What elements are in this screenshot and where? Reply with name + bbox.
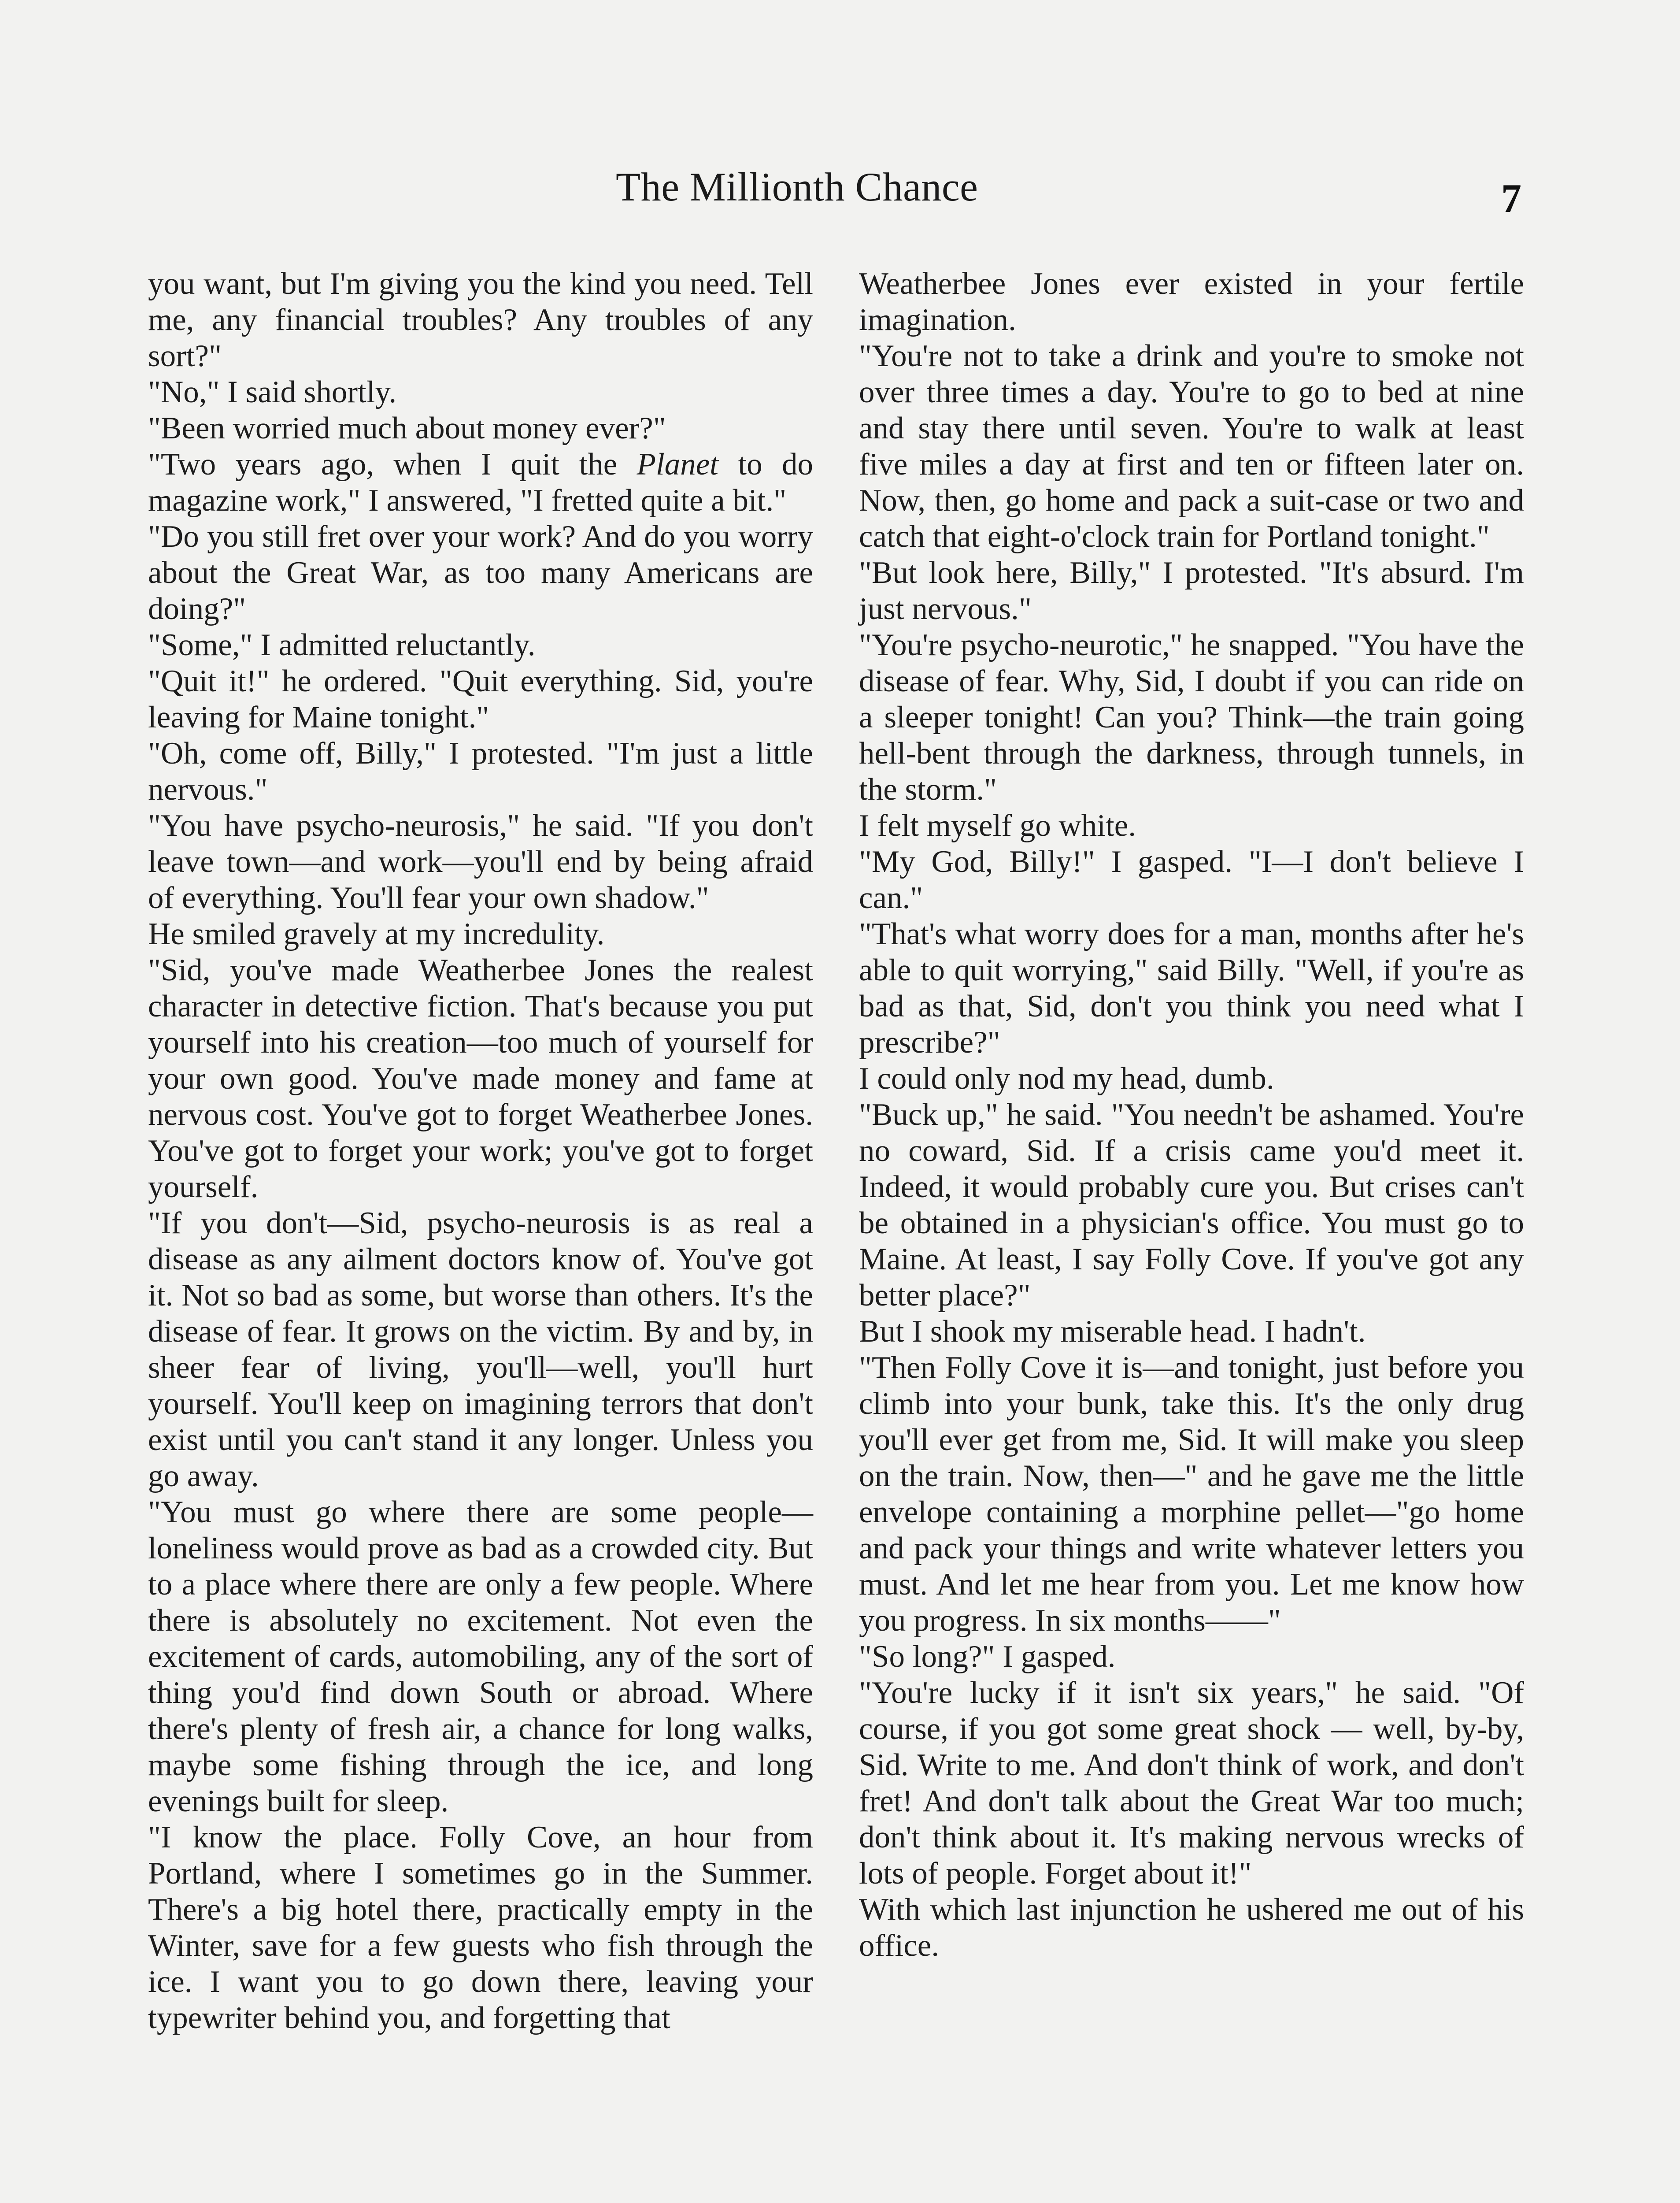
paragraph: "You have psycho-neurosis," he said. "If you don't leave town—and work—you'll end by being afraid of everything. You'll fear your own shadow." <box>148 809 813 915</box>
paragraph: Weatherbee Jones ever existed in your fertile imagination. <box>859 267 1524 337</box>
paragraph: "But look here, Billy," I protested. "It's absurd. I'm just nervous." <box>859 556 1524 626</box>
paragraph: He smiled gravely at my incredulity. <box>148 917 605 951</box>
page-number: 7 <box>1501 176 1521 221</box>
paragraph: "You must go where there are some people—loneliness would prove as bad as a crowded city. But to a place where there are only a few people. Where there is absolutely no excitement. Not even the excitement of cards, automobiling, any of the sort of thing you'd find down South or abroad. Where there's plenty of fresh air, a chance for long walks, maybe some fishing through the ice, and long evenings built for sleep. <box>148 1495 813 1818</box>
paragraph: "Two years ago, when I quit the Planet to do magazine work," I answered, "I fretted quite a bit." <box>148 447 813 518</box>
paragraph: "That's what worry does for a man, months after he's able to quit worrying," said Billy. "Well, if you're as bad as that, Sid, don't you think you need what I prescribe?" <box>859 917 1524 1060</box>
paragraph: I felt myself go white. <box>859 809 1136 843</box>
paragraph: "I know the place. Folly Cove, an hour from Portland, where I sometimes go in the Summer. There's a big hotel there, practically empty in the Winter, save for a few guests who fish through the ice. I want you to go down there, leaving your typewriter behind you, and forgetting that <box>148 1820 813 2035</box>
running-title: The Millionth Chance <box>616 164 978 209</box>
paragraph: With which last injunction he ushered me out of his office. <box>859 1892 1524 1963</box>
paragraph: "You're lucky if it isn't six years," he said. "Of course, if you got some great shock — well, by-by, Sid. Write to me. And don't think of work, and don't fret! And don't talk about the Great War too much; don't think about it. It's making nervous wrecks of lots of people. Forget about it!" <box>859 1676 1524 1891</box>
paragraph: "So long?" I gasped. <box>859 1639 1116 1674</box>
paragraph: "You're psycho-neurotic," he snapped. "You have the disease of fear. Why, Sid, I doubt if you can ride on a sleeper tonight! Can you? Think—the train going hell-bent through the darkness, through tunnels, in the storm." <box>859 628 1524 807</box>
paragraph: "No," I said shortly. <box>148 375 397 409</box>
paragraph: you want, but I'm giving you the kind you need. Tell me, any financial troubles? Any troubles of any sort?" <box>148 267 813 373</box>
left-text-column <box>148 266 813 2036</box>
paragraph: "Sid, you've made Weatherbee Jones the realest character in detective fiction. That's because you put yourself into his creation—too much of yourself for your own good. You've made money and fame at nervous cost. You've got to forget Weatherbee Jones. You've got to forget your work; you've got to forget yourself. <box>148 953 813 1204</box>
paragraph: "You're not to take a drink and you're to smoke not over three times a day. You're to go to bed at nine and stay there until seven. You're to walk at least five miles a day at first and ten or fifteen later on. Now, then, go home and pack a suit-case or two and catch that eight-o'clock train for Portland tonight." <box>859 339 1524 554</box>
paragraph: But I shook my miserable head. I hadn't. <box>859 1314 1366 1349</box>
paragraph: "Some," I admitted reluctantly. <box>148 628 536 662</box>
paragraph: "Buck up," he said. "You needn't be ashamed. You're no coward, Sid. If a crisis came you'd meet it. Indeed, it would probably cure you. But crises can't be obtained in a physician's office. You must go to Maine. At least, I say Folly Cove. If you've got any better place?" <box>859 1098 1524 1313</box>
paragraph: "Then Folly Cove it is—and tonight, just before you climb into your bunk, take this. It's the only drug you'll ever get from me, Sid. It will make you sleep on the train. Now, then—" and he gave me the little envelope containing a morphine pellet—"go home and pack your things and write whatever letters you must. And let me hear from you. Let me know how you progress. In six months——" <box>859 1350 1524 1638</box>
paragraph: "My God, Billy!" I gasped. "I—I don't believe I can." <box>859 845 1524 915</box>
paragraph: "Oh, come off, Billy," I protested. "I'm just a little nervous." <box>148 736 813 807</box>
paragraph: "If you don't—Sid, psycho-neurosis is as real a disease as any ailment doctors know of. You've got it. Not so bad as some, but worse than others. It's the disease of fear. It grows on the victim. By and by, in sheer fear of living, you'll—well, you'll hurt yourself. You'll keep on imagining terrors that don't exist until you can't stand it any longer. Unless you go away. <box>148 1206 813 1493</box>
paragraph: "Been worried much about money ever?" <box>148 411 666 445</box>
italic-title: Planet <box>636 447 718 482</box>
paragraph: I could only nod my head, dumb. <box>859 1061 1274 1096</box>
right-text-column <box>859 266 1524 1964</box>
paragraph: "Do you still fret over your work? And do you worry about the Great War, as too many Americans are doing?" <box>148 519 813 626</box>
paragraph: "Quit it!" he ordered. "Quit everything. Sid, you're leaving for Maine tonight." <box>148 664 813 734</box>
